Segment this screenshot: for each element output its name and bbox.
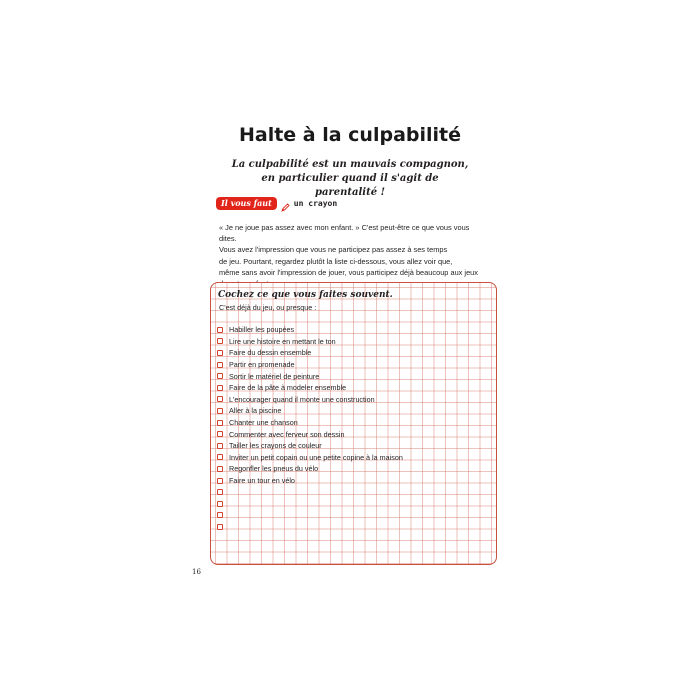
checkbox-icon[interactable] (217, 431, 223, 437)
checkbox-icon[interactable] (217, 443, 223, 449)
checklist-item-empty[interactable] (217, 521, 403, 533)
checklist-item-label: L'encourager quand il monte une construction (229, 394, 375, 404)
checklist-item-label: Regonfler les pneus du vélo (229, 464, 319, 474)
checklist-item[interactable] (217, 428, 403, 440)
checkbox-icon[interactable] (217, 489, 223, 495)
checklist-item[interactable] (217, 324, 403, 336)
checkbox-icon[interactable] (217, 373, 223, 379)
materials-badge: Il vous faut (216, 197, 277, 210)
checklist-item[interactable] (217, 405, 403, 417)
page-number: 16 (192, 568, 201, 576)
checklist (217, 324, 403, 533)
checkbox-icon[interactable] (217, 524, 223, 530)
checklist-item-label: Partir en promenade (229, 360, 295, 370)
checkbox-icon[interactable] (217, 338, 223, 344)
page-title: Halte à la culpabilité (238, 124, 462, 146)
checklist-item-label: Faire de la pâte à modeler ensemble (229, 383, 347, 393)
checklist-item[interactable] (217, 370, 403, 382)
checkbox-icon[interactable] (217, 385, 223, 391)
checkbox-icon[interactable] (217, 396, 223, 402)
checklist-item-label: Tailler les crayons de couleur (229, 441, 322, 451)
intro-paragraph (219, 222, 489, 289)
checklist-item[interactable] (217, 463, 403, 475)
checklist-subheading: C'est déjà du jeu, ou presque : (219, 303, 317, 312)
checklist-item-label: Commenter avec ferveur son dessin (229, 429, 345, 439)
materials-needed (216, 196, 337, 210)
checklist-item-label: Aller à la piscine (229, 406, 282, 416)
checkbox-icon[interactable] (217, 466, 223, 472)
pencil-icon (281, 199, 290, 208)
checklist-item-empty[interactable] (217, 498, 403, 510)
intro-line: Vous avez l'impression que vous ne participez pas assez à ses temps (219, 245, 448, 255)
checkbox-icon[interactable] (217, 501, 223, 507)
subtitle-line-2: en particulier quand il s'agit de parentalité ! (261, 173, 439, 198)
checklist-item[interactable] (217, 359, 403, 371)
checklist-item[interactable] (217, 347, 403, 359)
intro-line: même sans avoir l'impression de jouer, vous participez déjà beaucoup aux jeux (219, 267, 478, 277)
checklist-item-label: Chanter une chanson (229, 418, 298, 428)
checklist-item[interactable] (217, 452, 403, 464)
checkbox-icon[interactable] (217, 512, 223, 518)
checklist-item-label: Faire un tour en vélo (229, 476, 295, 486)
checklist-item-label: Sortir le matériel de peinture (229, 371, 320, 381)
checklist-item[interactable] (217, 336, 403, 348)
checkbox-icon[interactable] (217, 420, 223, 426)
materials-item: un crayon (293, 198, 338, 208)
checklist-item-label: Lire une histoire en mettant le ton (229, 336, 336, 346)
checkbox-icon[interactable] (217, 327, 223, 333)
checkbox-icon[interactable] (217, 478, 223, 484)
intro-line: de jeu. Pourtant, regardez plutôt la liste ci-dessous, vous allez voir que, (219, 256, 453, 266)
checklist-item[interactable] (217, 382, 403, 394)
checkbox-icon[interactable] (217, 350, 223, 356)
checklist-item-label: Faire du dessin ensemble (229, 348, 312, 358)
checkbox-icon[interactable] (217, 408, 223, 414)
checkbox-icon[interactable] (217, 362, 223, 368)
checklist-item-label: Inviter un petit copain ou une petite copine à la maison (229, 452, 403, 462)
checklist-item-empty[interactable] (217, 510, 403, 522)
checklist-item-label: Habiller les poupées (229, 325, 295, 335)
checkbox-icon[interactable] (217, 454, 223, 460)
checklist-item-empty[interactable] (217, 486, 403, 498)
checklist-heading: Cochez ce que vous faites souvent. (218, 290, 393, 300)
intro-line: « Je ne joue pas assez avec mon enfant. » C'est peut-être ce que vous vous dites. (219, 223, 470, 244)
subtitle (230, 158, 470, 200)
checklist-item[interactable] (217, 417, 403, 429)
checklist-item[interactable] (217, 440, 403, 452)
checklist-item[interactable] (217, 475, 403, 487)
subtitle-line-1: La culpabilité est un mauvais compagnon, (231, 159, 469, 170)
checklist-item[interactable] (217, 394, 403, 406)
